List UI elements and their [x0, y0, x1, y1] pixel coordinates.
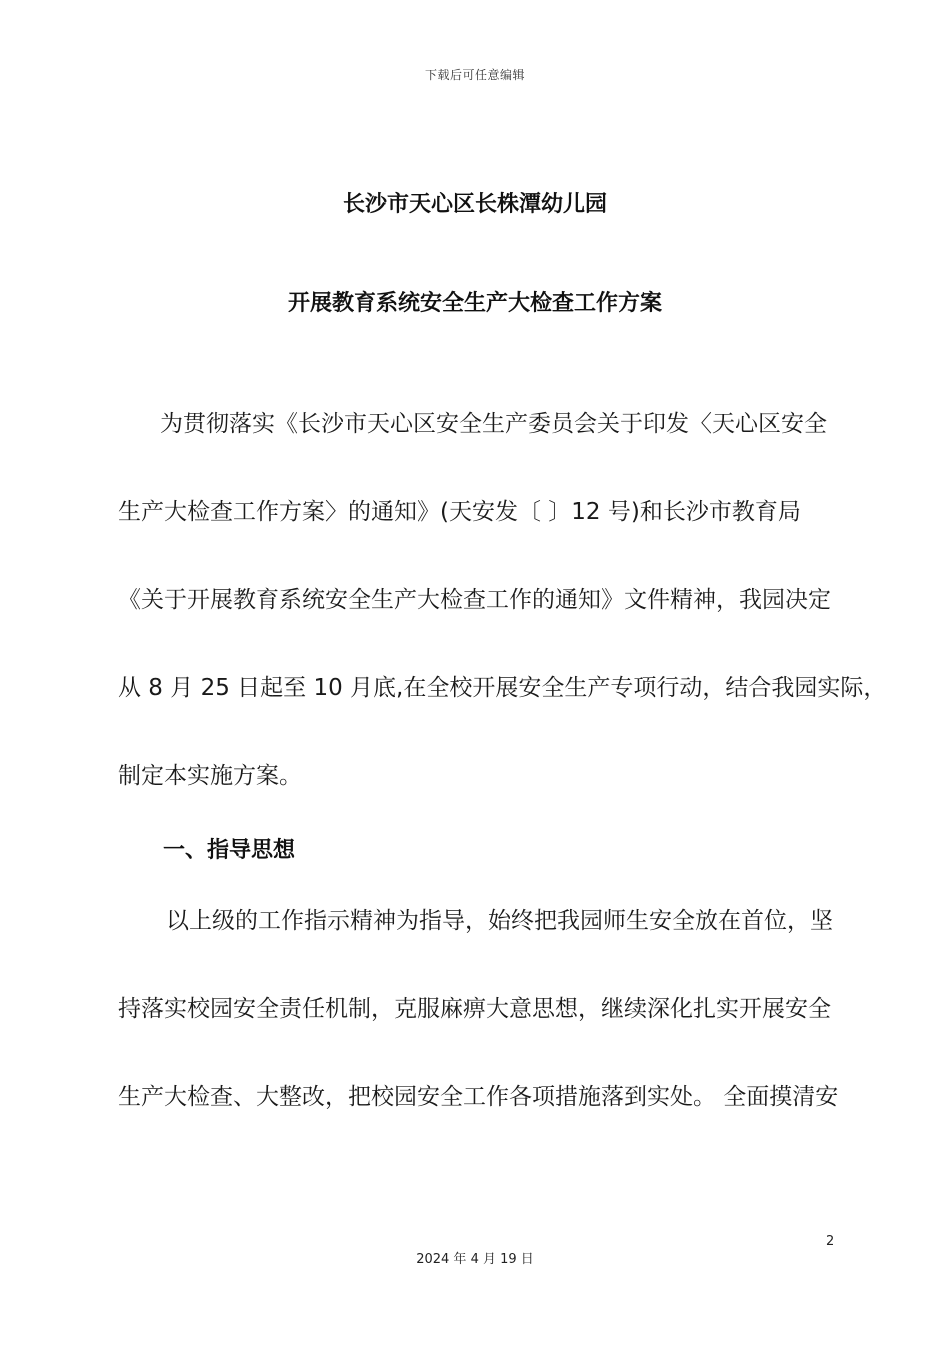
intro-paragraph-line: 生产大检查工作方案〉的通知》(天安发〔 〕12 号)和长沙市教育局 — [118, 499, 801, 525]
intro-paragraph-line: 为贯彻落实《长沙市天心区安全生产委员会关于印发〈天心区安全 — [160, 411, 827, 437]
page-number: 2 — [826, 1234, 835, 1249]
section-paragraph-line: 以上级的工作指示精神为指导，始终把我园师生安全放在首位，坚 — [166, 908, 833, 934]
document-title-line1: 长沙市天心区长株潭幼儿园 — [342, 192, 607, 217]
section-paragraph-line: 持落实校园安全责任机制，克服麻痹大意思想，继续深化扎实开展安全 — [118, 996, 831, 1022]
intro-paragraph-line: 从 8 月 25 日起至 10 月底,在全校开展安全生产专项行动，结合我园实际， — [118, 675, 887, 701]
section-heading: 一、指导思想 — [163, 838, 296, 863]
section-paragraph-line: 生产大检查、大整改，把校园安全工作各项措施落到实处。 全面摸清安 — [118, 1084, 839, 1110]
document-title-line2: 开展教育系统安全生产大检查工作方案 — [287, 291, 662, 316]
footer-date: 2024 年 4 月 19 日 — [416, 1252, 534, 1267]
intro-paragraph-line: 制定本实施方案。 — [118, 763, 302, 789]
header-note: 下载后可任意编辑 — [424, 68, 525, 82]
intro-paragraph-line: 《关于开展教育系统安全生产大检查工作的通知》文件精神，我园决定 — [118, 587, 831, 613]
